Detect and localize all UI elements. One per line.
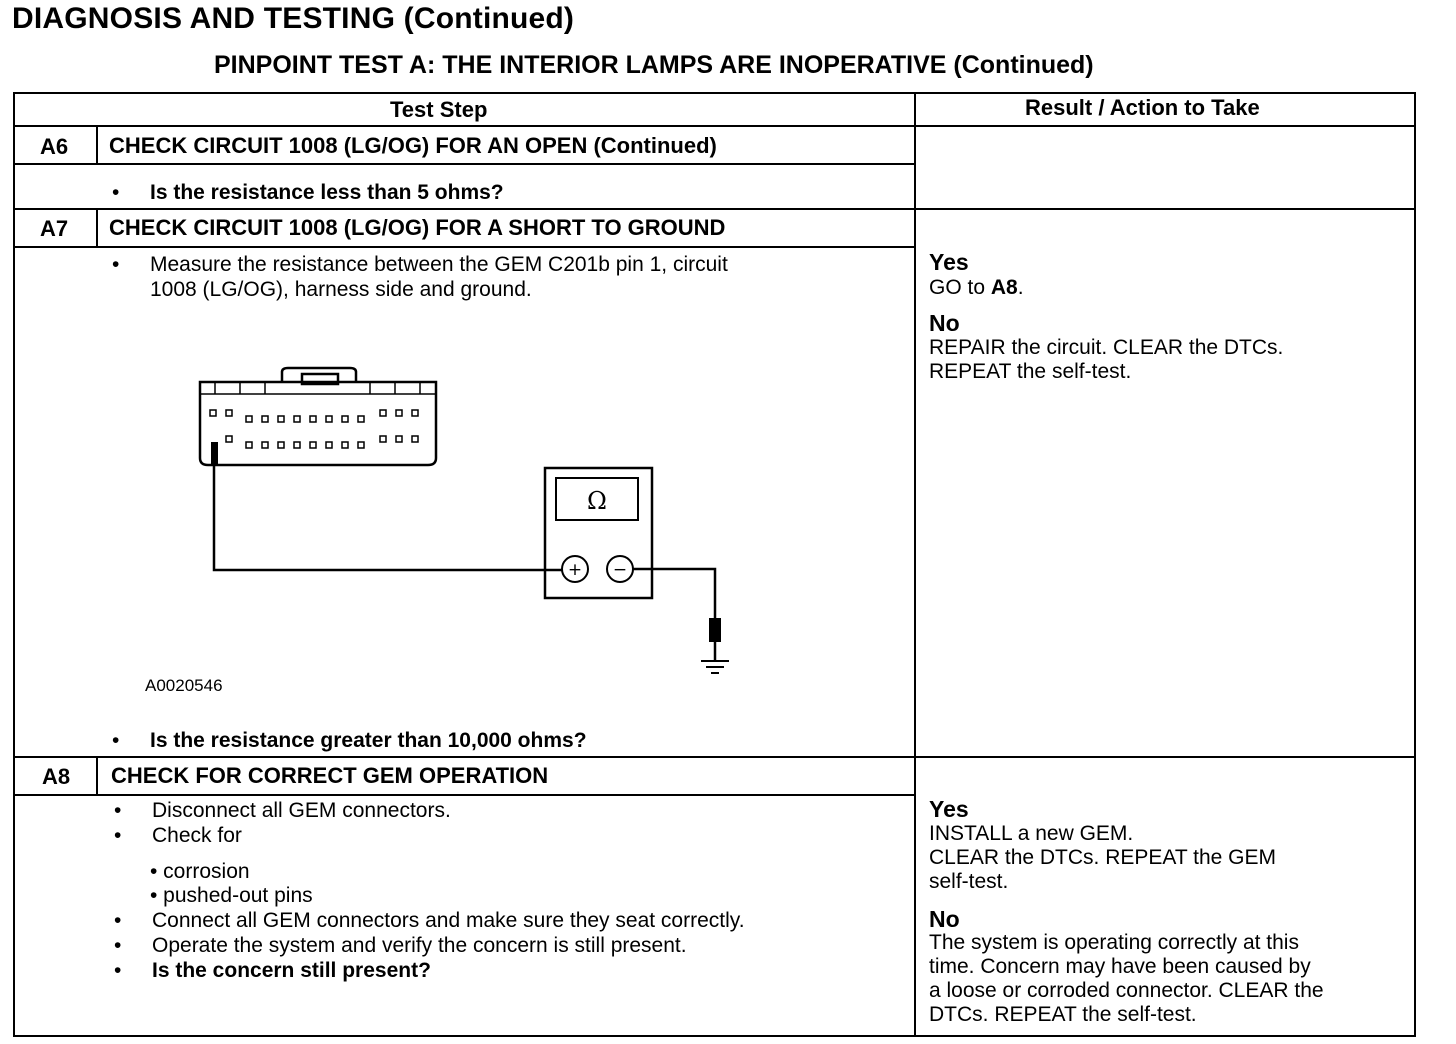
figure-id: A0020546 <box>145 676 223 695</box>
step-id-divider <box>96 125 98 165</box>
header-test-step: Test Step <box>390 97 488 122</box>
step-id-divider <box>96 208 98 248</box>
step-id-a7: A7 <box>40 216 69 241</box>
ohm-symbol: Ω <box>587 487 607 515</box>
a8-step-disconnect: • Disconnect all GEM connectors. <box>114 799 451 822</box>
a8-step-connect: • Connect all GEM connectors and make sure they seat correctly. <box>114 909 745 932</box>
a8-yes-label: Yes <box>929 796 969 822</box>
pinpoint-test-title: PINPOINT TEST A: THE INTERIOR LAMPS ARE INOPERATIVE (Continued) <box>214 51 1094 79</box>
a7-bottom-divider <box>13 756 1416 758</box>
a7-step-measure: • Measure the resistance between the GEM C201b pin 1, circuit 1008 (LG/OG), harness side and ground. <box>112 253 728 301</box>
header-divider <box>13 125 1416 127</box>
test-lead-positive <box>214 466 562 570</box>
a7-yes-action: GO to A8. <box>929 276 1024 299</box>
ground-symbol <box>701 661 729 673</box>
bullet: • <box>112 253 120 276</box>
bullet: • <box>112 729 120 752</box>
ground-probe <box>709 618 721 642</box>
a8-title-divider <box>13 794 915 796</box>
a6-bottom-divider <box>13 208 1416 210</box>
step-title-a8: CHECK FOR CORRECT GEM OPERATION <box>111 763 549 788</box>
a8-yes-action: INSTALL a new GEM. CLEAR the DTCs. REPEAT the GEM self-test. <box>929 822 1276 893</box>
a8-sub-pushed-out-pins: • pushed-out pins <box>150 884 313 907</box>
a8-sub-corrosion: • corrosion <box>150 860 250 883</box>
a7-no-action: REPAIR the circuit. CLEAR the DTCs. REPEAT the self-test. <box>929 336 1284 383</box>
svg-text:+: + <box>567 560 583 580</box>
step-id-a6: A6 <box>40 134 69 159</box>
probe-tip <box>211 442 218 466</box>
a8-step-check: • Check for <box>114 824 242 847</box>
a7-yes-label: Yes <box>929 249 969 275</box>
svg-text:−: − <box>612 560 628 580</box>
header-result-action: Result / Action to Take <box>1025 95 1260 120</box>
a8-no-label: No <box>929 906 960 932</box>
a8-no-action: The system is operating correctly at this time. Concern may have been caused by a loose or corroded connector. CLEAR the DTCs. REPEAT the self-test. <box>929 931 1324 1026</box>
page-title: DIAGNOSIS AND TESTING (Continued) <box>12 2 575 35</box>
step-id-a8: A8 <box>42 764 71 789</box>
step-id-divider <box>96 756 98 796</box>
step-title-a6: CHECK CIRCUIT 1008 (LG/OG) FOR AN OPEN (Continued) <box>109 133 717 158</box>
a8-step-operate: • Operate the system and verify the concern is still present. <box>114 934 687 957</box>
step-title-a7: CHECK CIRCUIT 1008 (LG/OG) FOR A SHORT TO GROUND <box>109 215 726 240</box>
a6-title-divider <box>13 163 915 165</box>
bullet: • <box>112 181 120 204</box>
connector-pins <box>210 410 418 448</box>
a8-question: • Is the concern still present? <box>114 959 431 982</box>
test-lead-negative <box>633 569 715 622</box>
a7-no-label: No <box>929 310 960 336</box>
a7-question: • Is the resistance greater than 10,000 ohms? <box>112 729 587 752</box>
a7-title-divider <box>13 246 915 248</box>
column-divider <box>914 92 916 1037</box>
a6-question: • Is the resistance less than 5 ohms? <box>112 181 504 204</box>
ohmmeter-connector-diagram <box>190 360 750 705</box>
